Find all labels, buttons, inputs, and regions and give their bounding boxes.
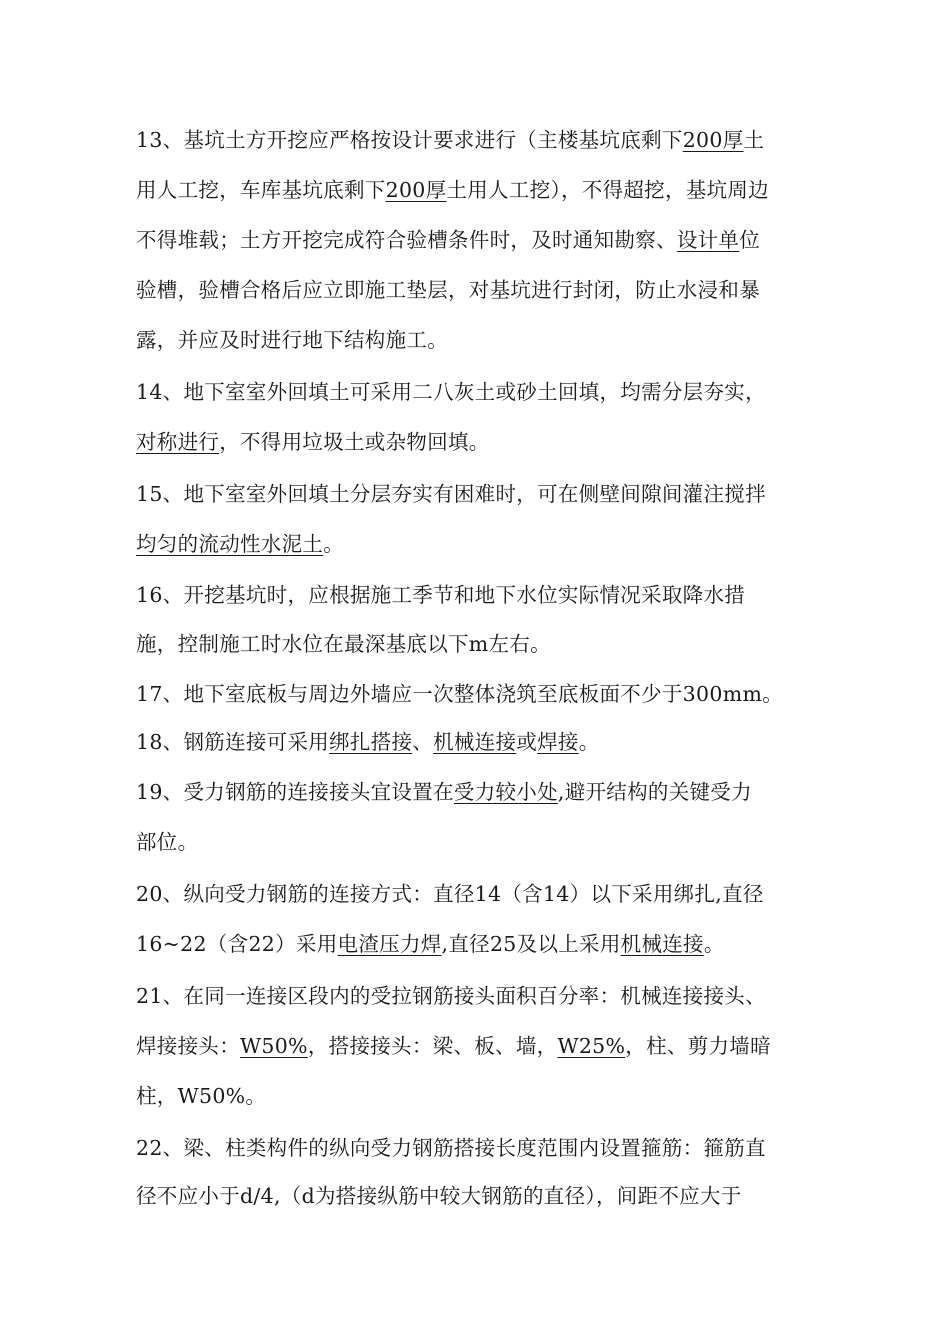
underlined-text: 受力较小处 bbox=[453, 780, 558, 804]
text-segment: 14、地下室室外回填土可采用二八灰土或砂土回填，均需分层夯实， bbox=[136, 380, 766, 404]
text-segment: 13、基坑土方开挖应严格按设计要求进行（主楼基坑底剩下 bbox=[136, 128, 683, 152]
text-segment: 验槽，验槽合格后应立即施工垫层，对基坑进行封闭，防止水浸和暴 bbox=[136, 278, 760, 302]
text-segment: 15、地下室室外回填土分层夯实有困难时，可在侧壁间隙间灌注搅拌 bbox=[136, 482, 766, 506]
text-segment: 施，控制施工时水位在最深基底以下m左右。 bbox=[136, 632, 551, 656]
text-segment: 16~22（含22）采用 bbox=[136, 932, 338, 956]
text-segment: 或 bbox=[516, 730, 538, 754]
text-segment: ,避开结构的关键受力 bbox=[557, 780, 752, 804]
text-line bbox=[136, 575, 745, 615]
underlined-text: 绑扎搭接 bbox=[329, 730, 413, 754]
text-segment: 18、钢筋连接可采用 bbox=[136, 730, 330, 754]
text-segment: 用人工挖，车库基坑底剩下 bbox=[136, 178, 386, 202]
text-line bbox=[136, 220, 760, 260]
text-segment: 径不应小于d/4,（d为搭接纵筋中较大钢筋的直径），间距不应大于 bbox=[136, 1184, 742, 1208]
text-segment: 柱，W50%。 bbox=[136, 1084, 267, 1108]
text-segment: 。 bbox=[323, 532, 345, 556]
text-line bbox=[136, 422, 490, 462]
underlined-text: 设计单 bbox=[676, 228, 740, 252]
text-line bbox=[136, 1026, 771, 1066]
text-segment: ，搭接接头：梁、板、墙， bbox=[307, 1034, 558, 1058]
text-segment: 21、在同一连接区段内的受拉钢筋接头面积百分率：机械连接接头、 bbox=[136, 984, 766, 1008]
text-line bbox=[136, 1076, 266, 1116]
text-line bbox=[136, 524, 344, 564]
text-line bbox=[136, 270, 760, 310]
underlined-text: 电渣压力焊 bbox=[337, 932, 442, 956]
text-segment: 土用人工挖），不得超挖，基坑周边 bbox=[446, 178, 769, 202]
underlined-text: 均匀的流动性水泥土 bbox=[136, 532, 324, 556]
text-line bbox=[136, 624, 551, 664]
text-segment: 露，并应及时进行地下结构施工。 bbox=[136, 328, 448, 352]
underlined-text: 200厚 bbox=[385, 178, 447, 202]
text-line bbox=[136, 120, 764, 160]
text-segment: 22、梁、柱类构件的纵向受力钢筋搭接长度范围内设置箍筋：箍筋直 bbox=[136, 1136, 766, 1160]
text-line bbox=[136, 372, 766, 412]
underlined-text: 200厚 bbox=[682, 128, 744, 152]
text-line bbox=[136, 924, 725, 964]
text-segment: ，柱、剪力墙暗 bbox=[625, 1034, 771, 1058]
text-segment: 。 bbox=[578, 730, 600, 754]
underlined-text: 机械连接 bbox=[620, 932, 704, 956]
underlined-text: W25% bbox=[557, 1034, 626, 1058]
text-segment: 16、开挖基坑时，应根据施工季节和地下水位实际情况采取降水措 bbox=[136, 583, 746, 607]
text-segment: ，不得用垃圾土或杂物回填。 bbox=[219, 430, 490, 454]
text-segment: 不得堆载；土方开挖完成符合验槽条件时，及时通知勘察、 bbox=[136, 228, 677, 252]
text-line bbox=[136, 772, 752, 812]
text-segment: 位 bbox=[739, 228, 761, 252]
text-line bbox=[136, 722, 600, 762]
text-segment: 19、受力钢筋的连接接头宜设置在 bbox=[136, 780, 454, 804]
text-line bbox=[136, 822, 198, 862]
text-line bbox=[136, 674, 783, 714]
underlined-text: W50% bbox=[240, 1034, 308, 1058]
text-line bbox=[136, 874, 764, 914]
text-line bbox=[136, 170, 769, 210]
underlined-text: 焊接 bbox=[537, 730, 579, 754]
text-segment: 土 bbox=[743, 128, 765, 152]
underlined-text: 对称进行 bbox=[136, 430, 220, 454]
text-segment: 部位。 bbox=[136, 830, 199, 854]
text-line bbox=[136, 320, 448, 360]
text-segment: 。 bbox=[703, 932, 725, 956]
text-line bbox=[136, 474, 766, 514]
text-segment: 20、纵向受力钢筋的连接方式：直径14（含14）以下采用绑扎,直径 bbox=[136, 882, 764, 906]
text-segment: 17、地下室底板与周边外墙应一次整体浇筑至底板面不少于300mm。 bbox=[136, 682, 783, 706]
text-line bbox=[136, 976, 766, 1016]
text-segment: 焊接接头： bbox=[136, 1034, 240, 1058]
text-line bbox=[136, 1176, 742, 1216]
text-segment: ,直径25及以上采用 bbox=[441, 932, 621, 956]
underlined-text: 机械连接 bbox=[433, 730, 517, 754]
text-segment: 、 bbox=[412, 730, 434, 754]
text-line bbox=[136, 1128, 766, 1168]
